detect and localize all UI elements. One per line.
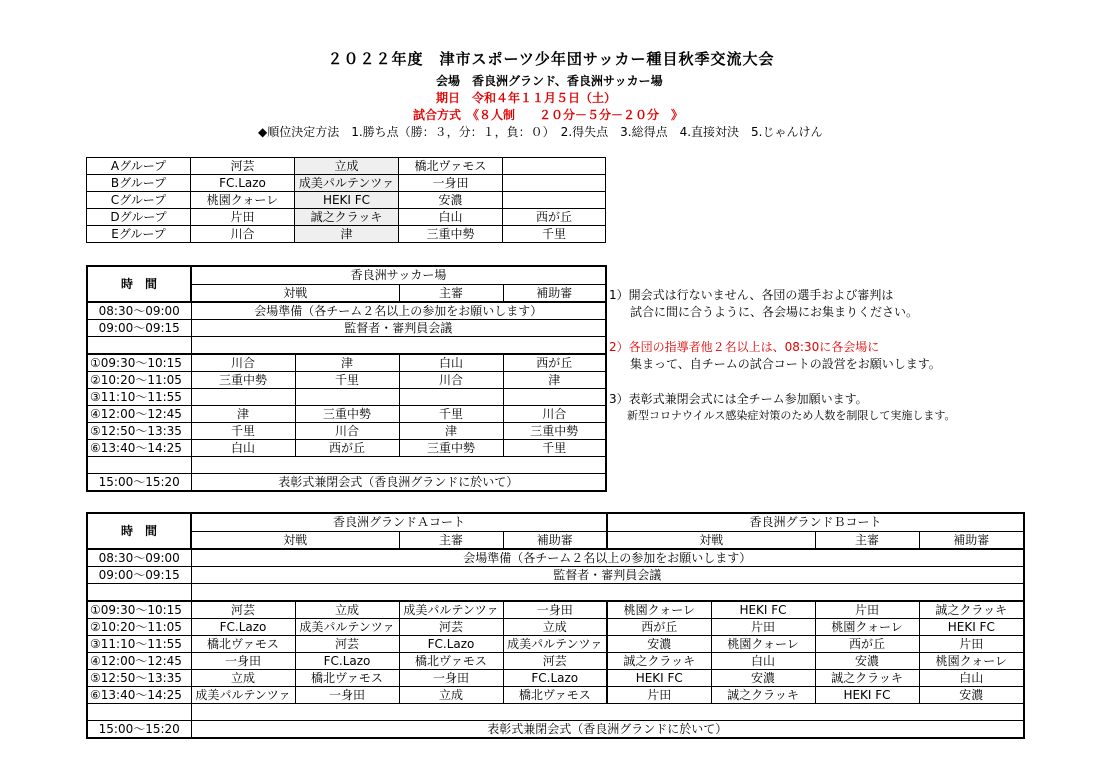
date-line: 期日 令和４年１１月５日（土） — [436, 91, 617, 105]
court-b-referee: 誠之クラッキ — [815, 670, 919, 687]
assistant-referee — [503, 389, 606, 406]
match-time: ④12:00～12:45 — [87, 653, 191, 670]
referee-header-b: 主審 — [815, 531, 919, 549]
group-team: 安濃 — [399, 192, 503, 209]
court-b-assistant-referee: 白山 — [919, 670, 1024, 687]
court-b-team-1: 西が丘 — [607, 619, 711, 636]
court-a-referee: 一身田 — [399, 670, 503, 687]
court-a-header: 香良洲グランドＡコート — [191, 513, 607, 531]
group-row — [87, 209, 606, 226]
court-b-team-1: 安濃 — [607, 636, 711, 653]
note-1a: 1）開会式は行ないません、各団の選手および審判は — [609, 288, 894, 302]
group-team: 誠之クラッキ — [295, 209, 399, 226]
match-row — [87, 687, 1024, 704]
time-header: 時 間 — [87, 513, 191, 549]
assistant-referee-header: 補助審 — [503, 284, 606, 302]
court-a-team-2: FC.Lazo — [295, 653, 399, 670]
closing-text: 表彰式兼閉会式（香良洲グランドに於いて） — [191, 721, 1024, 739]
match-row — [87, 636, 1024, 653]
closing-text: 表彰式兼閉会式（香良洲グランドに於いて） — [191, 474, 606, 492]
referee-header: 主審 — [399, 284, 503, 302]
referee: 三重中勢 — [399, 440, 503, 457]
court-b-assistant-referee: 安濃 — [919, 687, 1024, 704]
court-b-team-1: HEKI FC — [607, 670, 711, 687]
court-a-team-1: 河芸 — [191, 601, 295, 619]
court-b-assistant-referee: 片田 — [919, 636, 1024, 653]
assistant-referee: 千里 — [503, 440, 606, 457]
group-name: Dグループ — [87, 209, 191, 226]
court-a-team-2: 成美パルテンツァ — [295, 619, 399, 636]
ranking-line: ◆順位決定方法 1.勝ち点（勝：３，分：１，負：０） 2.得失点 3.総得点 4.直接対決 5.じゃんけん — [258, 125, 823, 139]
note-2b: 集まって、自チームの試合コートの設営をお願いします。 — [630, 357, 941, 371]
team-2: 津 — [295, 354, 399, 372]
match-row — [87, 619, 1024, 636]
match-time: ⑥13:40～14:25 — [87, 687, 191, 704]
court-a-assistant-referee: 橋北ヴァモス — [503, 687, 607, 704]
court-b-header: 香良洲グランドＢコート — [607, 513, 1024, 531]
match-row — [87, 653, 1024, 670]
match-row — [87, 389, 606, 406]
group-team: HEKI FC — [295, 192, 399, 209]
group-team: 成美パルテンツァ — [295, 175, 399, 192]
team-2 — [295, 389, 399, 406]
group-row — [87, 175, 606, 192]
match-time: ⑥13:40～14:25 — [87, 440, 191, 457]
assistant-referee: 津 — [503, 372, 606, 389]
court-b-team-2: 桃園クォーレ — [711, 636, 815, 653]
court-b-team-2: HEKI FC — [711, 601, 815, 619]
assistant-referee-header-b: 補助審 — [919, 531, 1024, 549]
match-time: ②10:20～11:05 — [87, 372, 191, 389]
team-2: 三重中勢 — [295, 406, 399, 423]
group-team: 一身田 — [399, 175, 503, 192]
closing-time: 15:00～15:20 — [87, 474, 191, 492]
prep-time: 08:30～09:00 — [87, 549, 191, 567]
assistant-referee: 川合 — [503, 406, 606, 423]
group-team: FC.Lazo — [191, 175, 295, 192]
group-team: 津 — [295, 226, 399, 243]
court-b-team-1: 桃園クォーレ — [607, 601, 711, 619]
group-team: 片田 — [191, 209, 295, 226]
referee: 津 — [399, 423, 503, 440]
note-2a: 2）各団の指導者他２名以上は、08:30に各会場に — [609, 340, 880, 354]
court-b-team-2: 安濃 — [711, 670, 815, 687]
team-1 — [191, 389, 295, 406]
court-a-team-1: 一身田 — [191, 653, 295, 670]
team-1: 三重中勢 — [191, 372, 295, 389]
court-b-team-2: 片田 — [711, 619, 815, 636]
closing-time: 15:00～15:20 — [87, 721, 191, 739]
group-team: 西が丘 — [503, 209, 606, 226]
referee: 川合 — [399, 372, 503, 389]
match-row — [87, 406, 606, 423]
court-b-referee: 片田 — [815, 601, 919, 619]
court-a-referee: 立成 — [399, 687, 503, 704]
court-a-team-2: 立成 — [295, 601, 399, 619]
match-time: ⑤12:50～13:35 — [87, 670, 191, 687]
group-team: 千里 — [503, 226, 606, 243]
page-title: ２０２２年度 津市スポーツ少年団サッカー種目秋季交流大会 — [327, 50, 775, 68]
court-a-assistant-referee: 立成 — [503, 619, 607, 636]
team-1: 千里 — [191, 423, 295, 440]
court-b-assistant-referee: 桃園クォーレ — [919, 653, 1024, 670]
time-header: 時 間 — [87, 266, 191, 302]
soccer-field-schedule — [86, 265, 607, 492]
assistant-referee: 西が丘 — [503, 354, 606, 372]
court-b-referee: HEKI FC — [815, 687, 919, 704]
referee-header-a: 主審 — [399, 531, 503, 549]
court-b-team-1: 片田 — [607, 687, 711, 704]
team-2: 川合 — [295, 423, 399, 440]
team-2: 西が丘 — [295, 440, 399, 457]
match-row — [87, 670, 1024, 687]
meeting-time: 09:00～09:15 — [87, 320, 191, 337]
group-row — [87, 192, 606, 209]
group-team — [503, 192, 606, 209]
court-b-team-2: 白山 — [711, 653, 815, 670]
referee: 千里 — [399, 406, 503, 423]
court-a-assistant-referee: 河芸 — [503, 653, 607, 670]
group-team — [503, 158, 606, 175]
team-1: 津 — [191, 406, 295, 423]
prep-time: 08:30～09:00 — [87, 302, 191, 320]
meeting-text: 監督者・審判員会議 — [191, 567, 1024, 584]
court-a-team-2: 河芸 — [295, 636, 399, 653]
group-team: 河芸 — [191, 158, 295, 175]
team-2: 千里 — [295, 372, 399, 389]
court-a-team-1: 橋北ヴァモス — [191, 636, 295, 653]
match-header-a: 対戦 — [191, 531, 399, 549]
court-a-team-2: 橋北ヴァモス — [295, 670, 399, 687]
group-team: 川合 — [191, 226, 295, 243]
venue-header: 香良洲サッカー場 — [191, 266, 606, 284]
assistant-referee-header-a: 補助審 — [503, 531, 607, 549]
venue-line: 会場 香良洲グランド、香良洲サッカー場 — [436, 74, 663, 88]
match-row — [87, 423, 606, 440]
court-a-referee: 橋北ヴァモス — [399, 653, 503, 670]
note-1b: 試合に間に合うように、各会場にお集まりください。 — [630, 305, 919, 319]
group-name: Eグループ — [87, 226, 191, 243]
group-team: 三重中勢 — [399, 226, 503, 243]
court-b-referee: 西が丘 — [815, 636, 919, 653]
court-b-team-2: 誠之クラッキ — [711, 687, 815, 704]
group-team: 桃園クォーレ — [191, 192, 295, 209]
group-row — [87, 226, 606, 243]
match-header-b: 対戦 — [607, 531, 815, 549]
court-a-team-2: 一身田 — [295, 687, 399, 704]
court-a-team-1: 立成 — [191, 670, 295, 687]
court-a-assistant-referee: 一身田 — [503, 601, 607, 619]
referee — [399, 389, 503, 406]
prep-text: 会場準備（各チーム２名以上の参加をお願いします） — [191, 549, 1024, 567]
match-time: ①09:30～10:15 — [87, 354, 191, 372]
match-time: ①09:30～10:15 — [87, 601, 191, 619]
meeting-time: 09:00～09:15 — [87, 567, 191, 584]
match-row — [87, 601, 1024, 619]
format-line: 試合方式 《８人制 ２０分－５分－２０分 》 — [413, 108, 684, 122]
team-1: 白山 — [191, 440, 295, 457]
group-team: 橋北ヴァモス — [399, 158, 503, 175]
group-team: 白山 — [399, 209, 503, 226]
meeting-text: 監督者・審判員会議 — [191, 320, 606, 337]
match-row — [87, 372, 606, 389]
court-a-team-1: 成美パルテンツァ — [191, 687, 295, 704]
court-a-assistant-referee: FC.Lazo — [503, 670, 607, 687]
court-b-assistant-referee: 誠之クラッキ — [919, 601, 1024, 619]
group-team — [503, 175, 606, 192]
group-row — [87, 158, 606, 175]
match-time: ③11:10～11:55 — [87, 389, 191, 406]
group-name: Cグループ — [87, 192, 191, 209]
group-name: Bグループ — [87, 175, 191, 192]
team-1: 川合 — [191, 354, 295, 372]
match-time: ⑤12:50～13:35 — [87, 423, 191, 440]
court-a-assistant-referee: 成美パルテンツァ — [503, 636, 607, 653]
group-name: Aグループ — [87, 158, 191, 175]
court-a-referee: FC.Lazo — [399, 636, 503, 653]
court-a-referee: 成美パルテンツァ — [399, 601, 503, 619]
referee: 白山 — [399, 354, 503, 372]
court-b-referee: 安濃 — [815, 653, 919, 670]
note-3a: 3）表彰式兼閉会式には全チーム参加願います。 — [609, 392, 868, 406]
match-row — [87, 440, 606, 457]
match-time: ③11:10～11:55 — [87, 636, 191, 653]
court-a-team-1: FC.Lazo — [191, 619, 295, 636]
note-3b: 新型コロナウイルス感染症対策のため人数を制限して実施します。 — [627, 409, 956, 422]
court-b-team-1: 誠之クラッキ — [607, 653, 711, 670]
court-b-assistant-referee: HEKI FC — [919, 619, 1024, 636]
group-table — [86, 157, 606, 243]
match-row — [87, 354, 606, 372]
match-time: ④12:00～12:45 — [87, 406, 191, 423]
assistant-referee: 三重中勢 — [503, 423, 606, 440]
court-b-referee: 桃園クォーレ — [815, 619, 919, 636]
prep-text: 会場準備（各チーム２名以上の参加をお願いします） — [191, 302, 606, 320]
court-a-referee: 河芸 — [399, 619, 503, 636]
ground-court-schedule — [86, 512, 1025, 739]
match-header: 対戦 — [191, 284, 399, 302]
match-time: ②10:20～11:05 — [87, 619, 191, 636]
group-team: 立成 — [295, 158, 399, 175]
